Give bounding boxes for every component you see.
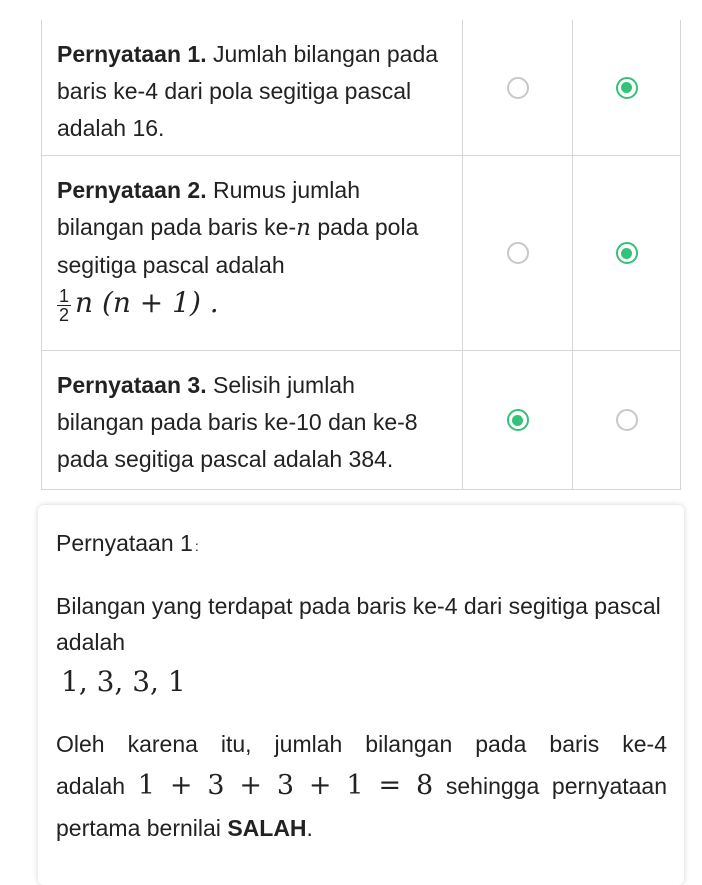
statement-2-text-after: pada pola segitiga pascal adalah	[57, 214, 419, 278]
fraction-denominator: 2	[59, 305, 70, 326]
statement-2-choice-1-radio[interactable]	[507, 242, 529, 264]
statement-3-label: Pernyataan 3.	[57, 372, 207, 398]
statement-1-choice-2-cell	[573, 20, 680, 155]
explanation-verdict: SALAH	[227, 815, 307, 841]
explanation-conclusion-text: pertama bernilai	[56, 815, 221, 841]
statement-row-3	[41, 351, 681, 490]
explanation-equation: 1 + 3 + 3 + 1 = 8	[137, 770, 434, 801]
statement-3-choice-2-cell	[573, 351, 680, 489]
statement-1-label: Pernyataan 1.	[57, 41, 207, 67]
explanation-paragraph-1: Bilangan yang terdapat pada baris ke-4 dari segitiga pascal adalah	[56, 593, 661, 655]
statement-2-label: Pernyataan 2.	[57, 177, 207, 203]
statement-3-text: Selisih jumlah bilangan pada baris ke-10 dan ke-8 pada segitiga pascal adalah 384.	[57, 372, 418, 472]
statement-1-choice-1-radio[interactable]	[507, 77, 529, 99]
statement-2-var-n: n	[296, 215, 311, 241]
explanation-end-period: .	[306, 815, 313, 841]
explanation-suffix: sehingga pernyataan	[445, 773, 668, 799]
fraction-numerator: 1	[59, 286, 70, 307]
statement-3-text-cell	[42, 351, 463, 489]
statement-row-1	[41, 20, 681, 156]
explanation-paragraph-2-line-1: Oleh karena itu, jumlah bilangan pada baris ke-4	[56, 731, 667, 757]
explanation-paragraph-2-line-2	[56, 768, 667, 804]
explanation-title: Pernyataan 1	[56, 530, 193, 556]
explanation-title-colon: :	[194, 538, 199, 554]
explanation-sequence: 1, 3, 3, 1	[61, 665, 186, 698]
statement-row-2	[41, 156, 681, 351]
statement-2-text-cell	[42, 156, 463, 350]
statement-2-text-before: Rumus jumlah bilangan pada baris ke-	[57, 177, 360, 240]
explanation-paragraph-2-line-3	[56, 810, 667, 846]
explanation-title-line	[56, 525, 667, 564]
statement-1-choice-1-cell	[463, 20, 573, 155]
statement-3-choice-1-cell	[463, 351, 573, 489]
explanation-prefix: adalah	[56, 773, 126, 799]
statement-2-choice-2-cell	[573, 156, 680, 350]
statement-1-text: Jumlah bilangan pada baris ke-4 dari pola segitiga pascal adalah 16.	[57, 41, 439, 141]
statement-2-choice-1-cell	[463, 156, 573, 350]
explanation-card	[38, 505, 684, 885]
statement-3-choice-2-radio[interactable]	[616, 409, 638, 431]
statement-2-fraction	[57, 287, 71, 324]
statement-2-formula: n (n + 1) .	[75, 286, 219, 319]
statement-1-choice-2-radio[interactable]	[616, 77, 638, 99]
statement-2-choice-2-radio[interactable]	[616, 242, 638, 264]
statements-table	[41, 20, 681, 490]
statement-1-text-cell	[42, 20, 463, 155]
statement-3-choice-1-radio[interactable]	[507, 409, 529, 431]
